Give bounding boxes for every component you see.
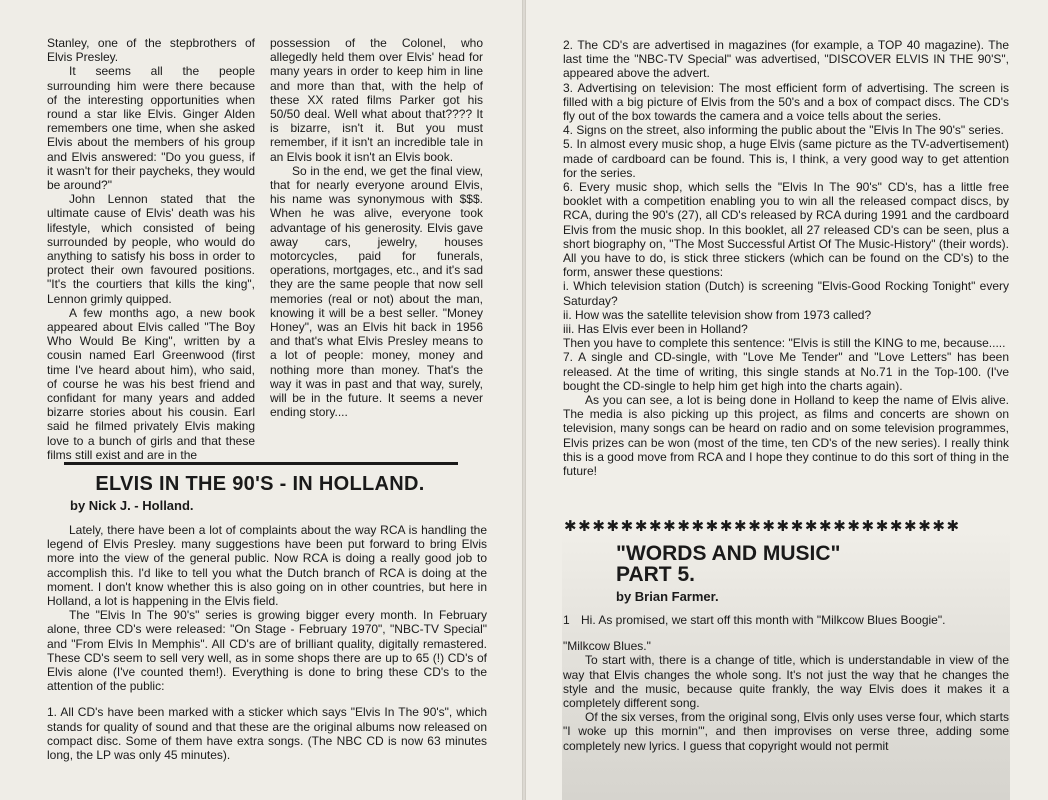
- paragraph: Stanley, one of the stepbrothers of Elvis Presley.: [47, 36, 255, 65]
- star-divider: ✱✱✱✱✱✱✱✱✱✱✱✱✱✱✱✱✱✱✱✱✱✱✱✱✱✱✱✱: [564, 518, 961, 535]
- left-page: [0, 0, 522, 800]
- article-continuation: [563, 38, 1009, 478]
- left-column-1: [47, 36, 255, 462]
- right-page: [526, 0, 1048, 800]
- song-title: "Milkcow Blues.": [563, 639, 651, 654]
- question: i. Which television station (Dutch) is screening "Elvis-Good Rocking Tonight" every Saturday?: [563, 279, 1009, 308]
- column-body: [563, 613, 1009, 753]
- article-title: ELVIS IN THE 90'S - IN HOLLAND.: [95, 473, 425, 495]
- column-title-line-2: PART 5.: [616, 563, 695, 586]
- list-item: 1. All CD's have been marked with a sticker which says "Elvis In The 90's", which stands for quality of sound and that these are the original albums now released on compact disc. Some of them have extra songs. (The NBC CD is now 63 minutes long, the LP was only 45 minutes).: [47, 705, 487, 763]
- intro-text: Hi. As promised, we start off this month with "Milkcow Blues Boogie".: [581, 613, 946, 627]
- paragraph: So in the end, we get the final view, that for nearly everyone around Elvis, his name was synonymous with $$$. When he was alive, everyone took advantage of his generosity. Elvis gave away cars, jewelry, houses motorcycles, paid for funerals, operations, mortgages, etc., and it's sad they are the same people that now sell memories (real or not) about the man, knowing it will be a best seller. "Money Honey", was an Elvis hit back in 1956 and that's what Elvis Presley means to a lot of people: money, money and nothing more than money. That's the way it was in past and that way, surely, will be in the future. It seems a never ending story....: [270, 163, 483, 420]
- list-item: 3. Advertising on television: The most efficient form of advertising. The screen is filled with a big picture of Elvis from the 50's and a box of compact discs. The CD's fly out of the box towards the camera and a voice tells about the series.: [563, 80, 1009, 124]
- item-number: 1: [563, 613, 570, 627]
- intro-line: [563, 613, 1009, 627]
- paragraph: To start with, there is a change of title, which is understandable in view of the way that Elvis changes the whole song. It's not just the way that he changes the style and the music, because quite frankly, the way Elvis does it makes it a completely different song.: [563, 653, 1009, 711]
- paragraph: possession of the Colonel, who allegedly held them over Elvis' head for many years in order to keep him in line and more than that, with the help of these XX rated films Parker got his 50/50 deal. Well what about that???? It is bizarre, isn't it. But you must remember, if it isn't an incredible tale in an Elvis book it isn't an Elvis book.: [270, 36, 483, 164]
- paragraph: It seems all the people surrounding him were there because of the interesting opportunities when round a star like Elvis. Ginger Alden remembers one time, when she asked Elvis about the members of his group and Elvis answered: "Do you guess, if it wasn't for their paycheks, they would be around?": [47, 64, 255, 193]
- list-item: 4. Signs on the street, also informing the public about the "Elvis In The 90's" series.: [563, 123, 1004, 138]
- closing-paragraph: As you can see, a lot is being done in Holland to keep the name of Elvis alive. The media is also picking up this project, as films and concerts are shown on television, many songs can be heard on radio and on some television programmes, Elvis prizes can be won (most of the time, ten CD's of the new series). I really think this is a good move from RCA and I hope they continue to do this sort of thing in the future!: [563, 393, 1009, 479]
- paragraph: Lately, there have been a lot of complaints about the way RCA is handling the legend of Elvis Presley. many suggestions have been put forward to bring Elvis more into the view of the general public. Now RCA is doing a really good job to accomplish this. I'd like to tell you what the Dutch branch of RCA is doing at the moment. I don't know whether this is also going on in other countries, but here in Holland, a lot is happening in the Elvis field.: [47, 523, 487, 609]
- question: ii. How was the satellite television show from 1973 called?: [563, 307, 872, 322]
- column-byline: by Brian Farmer.: [616, 589, 719, 604]
- list-item: 6. Every music shop, which sells the "Elvis In The 90's" CD's, has a little free booklet with a competition enabling you to win all the released compact discs, by RCA, during the 90's (27), all CD's released by RCA during 1991 and the cardboard Elvis from the music shop. In this booklet, all 27 released CD's can be seen, plus a short biography on, "The Most Successful Artist Of The Music-History" (their words). All you have to do, is stick three stickers (which can be found on the CD's) to the form, answer these questions:: [563, 180, 1009, 280]
- list-item: 5. In almost every music shop, a huge Elvis (same picture as the TV-advertisement) made of cardboard can be found. This is, I think, a very good way to get attention for the series.: [563, 137, 1009, 180]
- paragraph: Then you have to complete this sentence: "Elvis is still the KING to me, because.....: [563, 336, 1006, 351]
- column-title: [616, 543, 840, 585]
- list-item: 2. The CD's are advertised in magazines (for example, a TOP 40 magazine). The last time the "NBC-TV Special" was advertised, "DISCOVER ELVIS IN THE 90'S", appeared above the advert.: [563, 38, 1009, 81]
- left-column-2: [270, 36, 483, 419]
- paragraph: The "Elvis In The 90's" series is growing bigger every month. In February alone, three CD's were released: "On Stage - February 1970", "NBC-TV Special" and "From Elvis In Memphis". All CD's are of brilliant quality, digitally remastered. These CD's seem to sell very well, as in some shops there are up to 65 (!) CD's of Elvis alone (I've counted them!). Everything is done to bring these CD's to the attention of the public:: [47, 608, 487, 694]
- paragraph: John Lennon stated that the ultimate cause of Elvis' death was his lifestyle, which consisted of being surrounded by people, who would do anything to satisfy his boss in order to protect their own favoured positions. "It's the courtiers that kills the king", Lennon grimly quipped.: [47, 192, 255, 306]
- article-byline: by Nick J. - Holland.: [70, 498, 194, 513]
- column-title-line-1: "WORDS AND MUSIC": [616, 542, 841, 565]
- section-divider: [64, 462, 458, 465]
- paragraph: A few months ago, a new book appeared about Elvis called "The Boy Who Would Be King", written by a cousin named Earl Greenwood (first time I've heard about him), who said, of course he was his best friend and confidant for many years and added bizarre stories about his cousin. Earl said he filmed privately Elvis making love to a bunch of girls and that these films still exist and are in the: [47, 305, 255, 462]
- article-body: [47, 523, 487, 762]
- list-item: 7. A single and CD-single, with "Love Me Tender" and "Love Letters" has been released. At the time of writing, this single stands at No.71 in the Top-100. (I've bought the CD-single to help him get high into the charts again).: [563, 350, 1009, 393]
- question: iii. Has Elvis ever been in Holland?: [563, 322, 748, 337]
- paragraph: Of the six verses, from the original song, Elvis only uses verse four, which starts "I woke up this mornin'", and then improvises on verse three, adding some completely new lyrics. I guess that copyright would not permit: [563, 710, 1009, 753]
